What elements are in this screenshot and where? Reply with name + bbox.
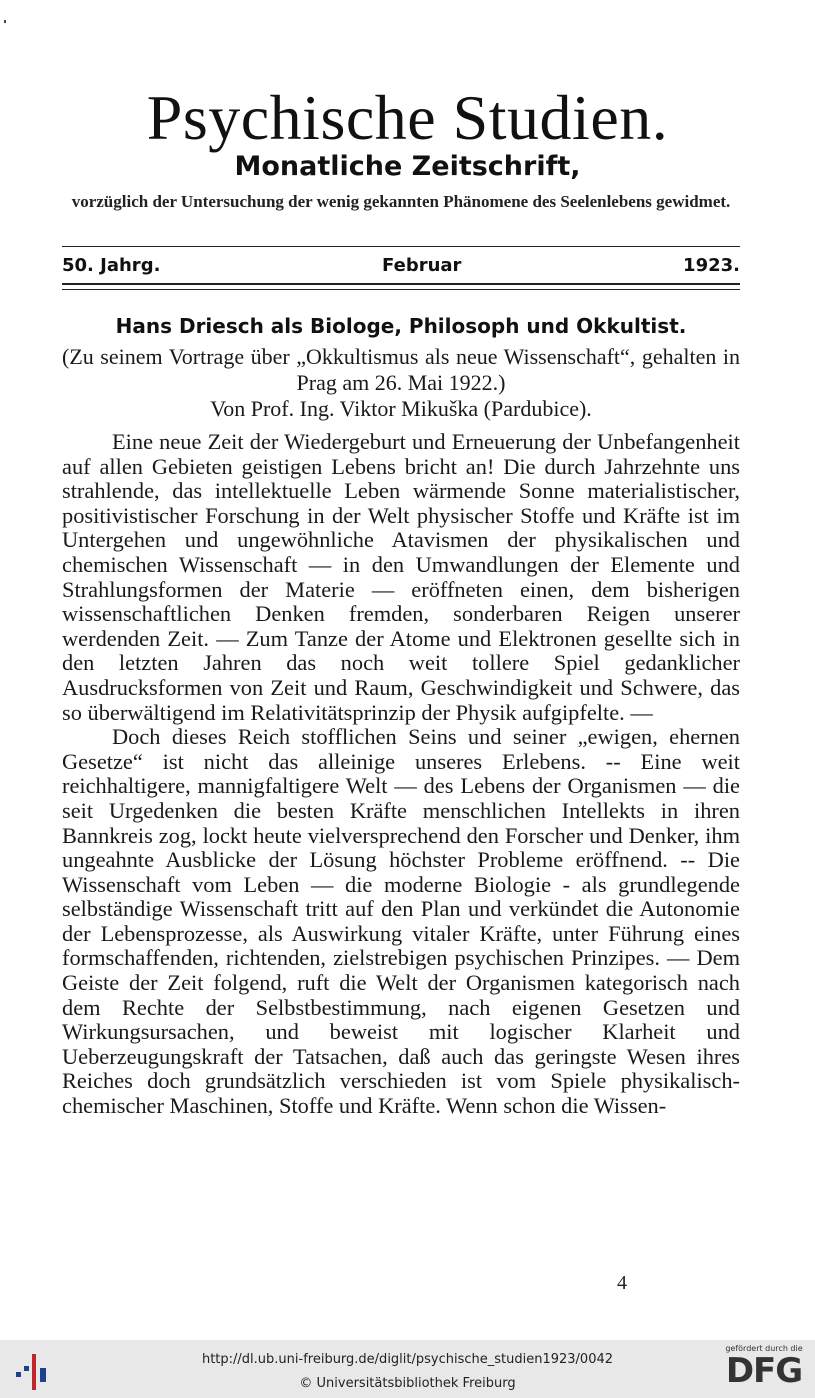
journal-description: vorzüglich der Untersuchung der wenig gekannten Phänomene des Seelenlebens gewidmet. — [71, 192, 731, 211]
dfg-logo-text: DFG — [725, 1351, 803, 1391]
paragraph: Eine neue Zeit der Wiedergeburt und Erneuerung der Unbefangenheit auf allen Gebieten geistigen Lebens bricht an! Die durch Jahrzehnte uns strahlende, das intellektuelle Leben wärmende Sonne materialistischer, positivistischer Forschung in der Welt physischer Stoffe und Kräfte ist im Untergehen und ungewöhnliche Atavismen der physikalischen und chemischen Wissenschaft — in den Umwandlungen der Elemente und Strahlungsformen der Materie — eröffneten einen, dem bisherigen wissenschaftlichen Denken fremden, sonderbaren Reigen unserer werdenden Zeit. — Zum Tanze der Atome und Elektronen gesellte sich in den letzten Jahren das noch weit tollere Spiel gedanklicher Ausdrucksformen von Zeit und Raum, Geschwindigkeit und Schwere, das so überwältigend im Relativitätsprinzip der Physik aufgipfelte. — — [62, 429, 740, 725]
page-number: 4 — [617, 1272, 627, 1294]
journal-subtitle: Monatliche Zeitschrift, — [234, 151, 581, 182]
dfg-tagline: gefördert durch die — [725, 1344, 803, 1353]
copyright-notice: © Universitätsbibliothek Freiburg — [299, 1376, 516, 1391]
permalink-url[interactable]: http://dl.ub.uni-freiburg.de/diglit/psychische_studien1923/0042 — [201, 1352, 614, 1367]
scan-speck — [4, 20, 6, 23]
divider-top — [62, 246, 740, 247]
article-author: Von Prof. Ing. Viktor Mikuška (Pardubice). — [210, 396, 592, 421]
dfg-logo — [718, 1344, 810, 1394]
viewer-footer — [0, 1340, 815, 1398]
article-body — [62, 430, 740, 1119]
issue-info — [62, 255, 740, 276]
divider-double-top — [62, 283, 740, 285]
issue-volume: 50. Jahrg. — [62, 255, 161, 276]
article-title: Hans Driesch als Biologe, Philosoph und Okkultist. — [115, 314, 687, 338]
article-subtitle: (Zu seinem Vortrage über „Okkultismus als neue Wissenschaft“, gehalten in Prag am 26. Mai 1922.) — [62, 344, 740, 395]
issue-year: 1923. — [683, 255, 740, 276]
paragraph: Doch dieses Reich stofflichen Seins und seiner „ewigen, ehernen Gesetze“ ist nicht das alleinige unseres Erlebens. -- Eine weit reichhaltigere, mannigfaltigere Welt — des Lebens der Organismen — die seit Urgedenken die besten Kräfte menschlichen Intellekts in ihren Bannkreis zog, lockt heute vielversprechend den Forscher und Denker, ihm ungeahnte Ausblicke der Lösung höchster Probleme eröffnend. -- Die Wissenschaft vom Leben — die moderne Biologie - als grundlegende selbständige Wissenschaft tritt auf den Plan und verkündet die Autonomie der Lebensprozesse, als Auswirkung vitaler Kräfte, unter Führung eines formschaffenden, richtenden, zielstrebigen psychischen Prinzipes. — Dem Geiste der Zeit folgend, ruft die Welt der Organismen kategorisch nach dem Rechte der Selbstbestimmung, nach eigenen Gesetzen und Wirkungsursachen, und beweist mit logischer Klarheit und Ueberzeugungskraft der Tatsachen, daß auch das geringste Wesen ihres Reiches doch grundsätzlich verschieden ist vom Spiele physikalisch-chemischer Maschinen, Stoffe und Kräfte. Wenn schon die Wissen- — [62, 724, 740, 1119]
issue-month: Februar — [382, 255, 462, 276]
divider-double-bottom — [62, 289, 740, 290]
journal-title: Psychische Studien. — [146, 82, 669, 153]
